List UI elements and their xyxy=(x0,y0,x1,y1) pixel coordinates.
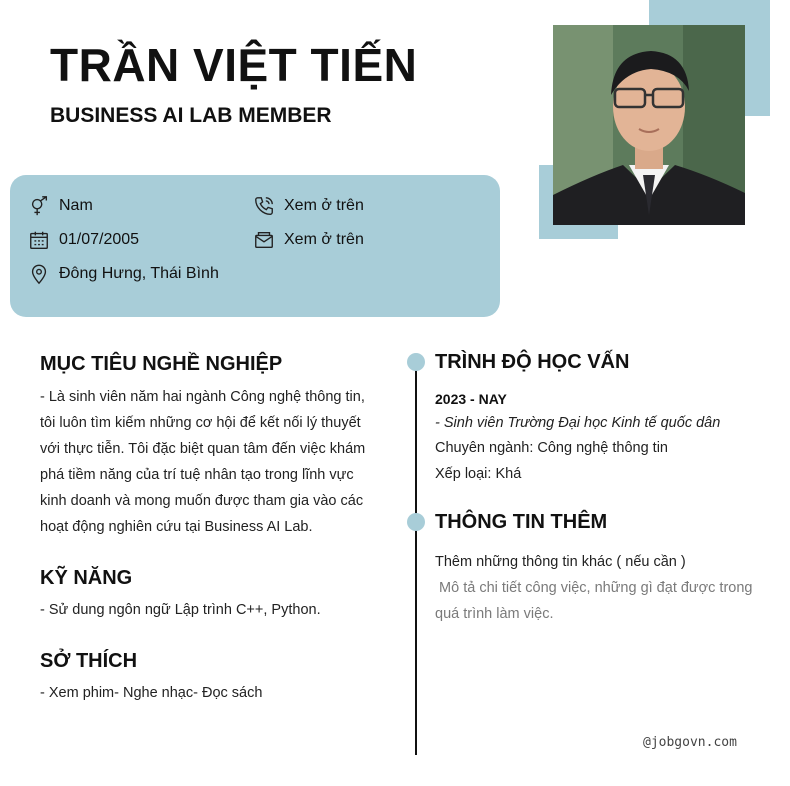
calendar-icon xyxy=(28,229,50,251)
contact-birthday xyxy=(28,229,139,251)
birthday-text: 01/07/2005 xyxy=(59,231,140,248)
education-title: TRÌNH ĐỘ HỌC VẤN xyxy=(435,351,630,373)
contact-info-box xyxy=(10,175,500,317)
mail-icon xyxy=(253,229,275,251)
timeline-line xyxy=(415,361,417,755)
objective-line: - Là sinh viên năm hai ngành Công nghệ thông tin, xyxy=(40,389,365,405)
phone-icon xyxy=(253,195,275,217)
gender-text: Nam xyxy=(59,197,93,214)
location-pin-icon xyxy=(28,263,50,285)
hobbies-title: SỞ THÍCH xyxy=(40,650,138,672)
watermark: @jobgovn.com xyxy=(643,735,737,750)
objective-line: hoạt động nghiên cứu tại Business AI Lab. xyxy=(40,519,313,535)
phone-text: Xem ở trên xyxy=(284,197,364,214)
extra-line-3: quá trình làm việc. xyxy=(435,606,554,622)
gender-icon xyxy=(28,195,50,217)
contact-gender xyxy=(28,195,93,217)
objective-text xyxy=(40,384,370,540)
timeline-dot-education xyxy=(407,353,425,371)
education-year: 2023 - NAY xyxy=(435,391,507,407)
objective-line: phá tiềm năng của trí tuệ nhân tạo trong lĩnh vực xyxy=(40,467,354,483)
education-major: Chuyên ngành: Công nghệ thông tin xyxy=(435,440,668,456)
skills-title: KỸ NĂNG xyxy=(40,567,133,589)
timeline-dot-extra xyxy=(407,513,425,531)
skills-text: - Sử dung ngôn ngữ Lập trình C++, Python. xyxy=(40,602,321,618)
contact-address xyxy=(28,263,219,285)
address-text: Đông Hưng, Thái Bình xyxy=(59,265,219,282)
person-role: BUSINESS AI LAB MEMBER xyxy=(50,104,332,127)
education-rank: Xếp loại: Khá xyxy=(435,466,522,482)
objective-line: kinh doanh và mong muốn được tham gia vào các xyxy=(40,493,364,509)
education-school: - Sinh viên Trường Đại học Kinh tế quốc dân xyxy=(435,415,721,431)
profile-photo xyxy=(553,25,745,225)
extra-line-2: Mô tả chi tiết công việc, những gì đạt được trong xyxy=(435,580,753,596)
contact-phone xyxy=(253,195,364,217)
extra-title: THÔNG TIN THÊM xyxy=(435,511,608,533)
extra-line-1: Thêm những thông tin khác ( nếu cần ) xyxy=(435,554,686,570)
objective-line: tôi luôn tìm kiếm những cơ hội để kết nối lý thuyết xyxy=(40,415,361,431)
contact-email xyxy=(253,229,364,251)
objective-title: MỤC TIÊU NGHỀ NGHIỆP xyxy=(40,353,283,375)
objective-line: với thực tiễn. Tôi đặc biệt quan tâm đến việc khám xyxy=(40,441,366,457)
person-name: TRẦN VIỆT TIẾN xyxy=(50,39,418,91)
email-text: Xem ở trên xyxy=(284,231,364,248)
hobbies-text: - Xem phim- Nghe nhạc- Đọc sách xyxy=(40,685,263,701)
